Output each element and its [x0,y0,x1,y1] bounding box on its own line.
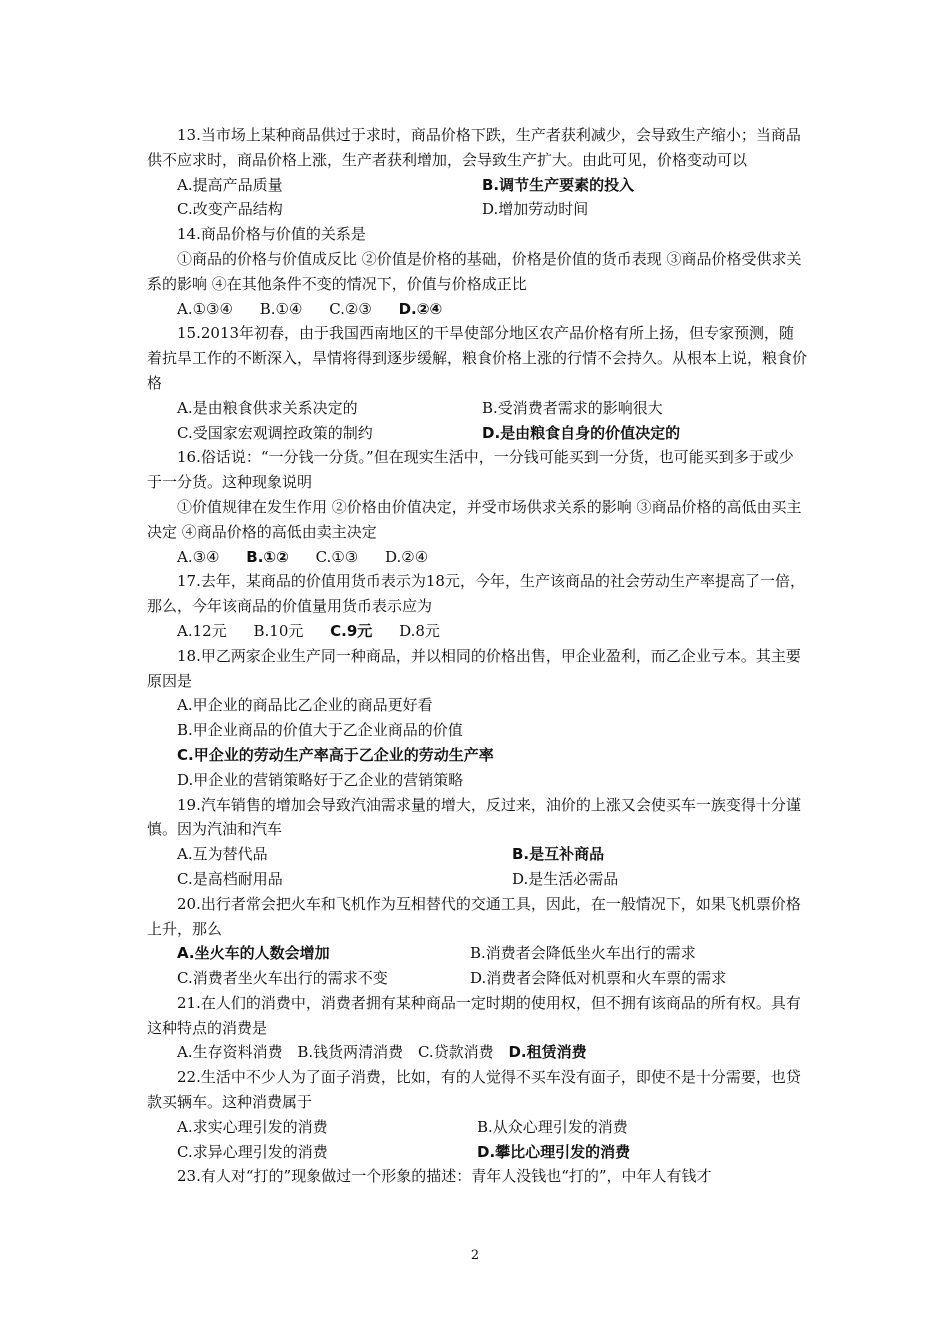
option-c: C.贷款消费 [417,1043,494,1062]
question-16-stem: 16.俗话说：“一分钱一分货。”但在现实生活中，一分钱可能买到一分货，也可能买到多于或少于一分货。这种现象说明 [147,448,794,492]
question-19-stem: 19.汽车销售的增加会导致汽油需求量的增大，反过来，油价的上涨又会使买车一族变得十分谨慎。因为汽油和汽车 [147,795,801,839]
question-list [147,123,807,1189]
question-16-statements: ①价值规律在发生作用 ②价格由价值决定，并受市场供求关系的影响 ③商品价格的高低由买主决定 ④商品价格的高低由卖主决定 [147,497,802,541]
option-b: B.钱货两清消费 [297,1043,404,1062]
question-17-options [147,619,807,644]
option-c: C.改变产品结构 [177,200,283,219]
question-22-options-row-1 [147,1115,807,1140]
question-21-options [147,1040,807,1065]
question-19-options-row-1 [147,842,807,867]
question-21-stem: 21.在人们的消费中，消费者拥有某种商品一定时期的使用权，但不拥有该商品的所有权。具有这种特点的消费是 [147,993,801,1037]
option-a-answer: A.坐火车的人数会增加 [177,944,330,963]
option-b: B.①④ [259,299,303,318]
option-c: C.求异心理引发的消费 [177,1142,328,1161]
option-a: A.甲企业的商品比乙企业的商品更好看 [177,696,433,715]
option-d: D.8元 [399,621,440,640]
question-14-stem: 14.商品价格与价值的关系是 [177,225,366,244]
option-b-answer: B.调节生产要素的投入 [482,175,635,194]
question-19-options-row-2 [147,867,807,892]
option-d-answer: D.②④ [398,299,443,318]
option-d: D.甲企业的营销策略好于乙企业的营销策略 [177,770,464,789]
option-b: B.受消费者需求的影响很大 [482,398,663,417]
option-b: B.消费者会降低坐火车出行的需求 [470,944,696,963]
question-20-options-row-2 [147,966,807,991]
option-d-answer: D.攀比心理引发的消费 [477,1142,631,1161]
option-a: A.①③④ [177,299,233,318]
option-c: C.②③ [329,299,372,318]
option-c-answer: C.甲企业的劳动生产率高于乙企业的劳动生产率 [177,745,494,764]
option-b: B.从众心理引发的消费 [477,1117,628,1136]
option-d: D.②④ [385,547,429,566]
option-a: A.互为替代品 [177,845,268,864]
option-d-answer: D.租赁消费 [508,1043,587,1062]
option-a: A.12元 [177,621,227,640]
page-number: 2 [470,1248,480,1263]
question-13-options-row-2 [147,197,807,222]
option-d: D.是生活必需品 [512,869,619,888]
question-23-stem: 23.有人对“打的”现象做过一个形象的描述：青年人没钱也“打的”，中年人有钱才 [177,1167,712,1186]
option-b: B.10元 [253,621,304,640]
question-20-options-row-1 [147,941,807,966]
option-d: D.增加劳动时间 [482,200,589,219]
option-b: B.甲企业商品的价值大于乙企业商品的价值 [177,721,463,740]
option-a: A.③④ [177,547,220,566]
question-17-stem: 17.去年，某商品的价值用货币表示为18元，今年，生产该商品的社会劳动生产率提高了一倍，那么，今年该商品的价值量用货币表示应为 [147,572,805,616]
option-c: C.受国家宏观调控政策的制约 [177,423,373,442]
question-14-statements: ①商品的价格与价值成反比 ②价值是价格的基础，价格是价值的货币表现 ③商品价格受供求关系的影响 ④在其他条件不变的情况下，价值与价格成正比 [147,249,802,293]
option-a: A.是由粮食供求关系决定的 [177,398,358,417]
option-c-answer: C.9元 [330,621,373,640]
question-20-stem: 20.出行者常会把火车和飞机作为互相替代的交通工具，因此，在一般情况下，如果飞机票价格上升，那么 [147,894,801,938]
question-22-stem: 22.生活中不少人为了面子消费，比如，有的人觉得不买车没有面子，即使不是十分需要，也贷款买辆车。这种消费属于 [147,1068,801,1112]
option-c: C.①③ [315,547,359,566]
option-b-answer: B.①② [246,547,289,566]
question-22-options-row-2 [147,1140,807,1165]
option-d: D.消费者会降低对机票和火车票的需求 [470,969,727,988]
question-13-stem: 13.当市场上某种商品供过于求时，商品价格下跌，生产者获利减少，会导致生产缩小；当商品供不应求时，商品价格上涨，生产者获利增加，会导致生产扩大。由此可见，价格变动可以 [147,126,801,169]
option-a: A.生存资料消费 [177,1043,283,1062]
question-15-stem: 15.2013年初春，由于我国西南地区的干旱使部分地区农产品价格有所上扬，但专家预测，随着抗旱工作的不断深入，旱情将得到逐步缓解，粮食价格上涨的行情不会持久。从根本上说，粮食价格 [147,324,808,392]
question-18-stem: 18.甲乙两家企业生产同一种商品，并以相同的价格出售，甲企业盈利，而乙企业亏本。其主要原因是 [147,646,801,690]
option-c: C.消费者坐火车出行的需求不变 [177,969,388,988]
option-d-answer: D.是由粮食自身的价值决定的 [482,423,681,442]
question-15-options-row-1 [147,396,807,421]
option-a: A.提高产品质量 [177,175,283,194]
option-a: A.求实心理引发的消费 [177,1117,328,1136]
question-13-options-row-1 [147,173,807,198]
question-14-options [147,297,807,322]
question-16-options [147,545,807,570]
question-15-options-row-2 [147,421,807,446]
option-b-answer: B.是互补商品 [512,845,605,864]
option-c: C.是高档耐用品 [177,869,283,888]
